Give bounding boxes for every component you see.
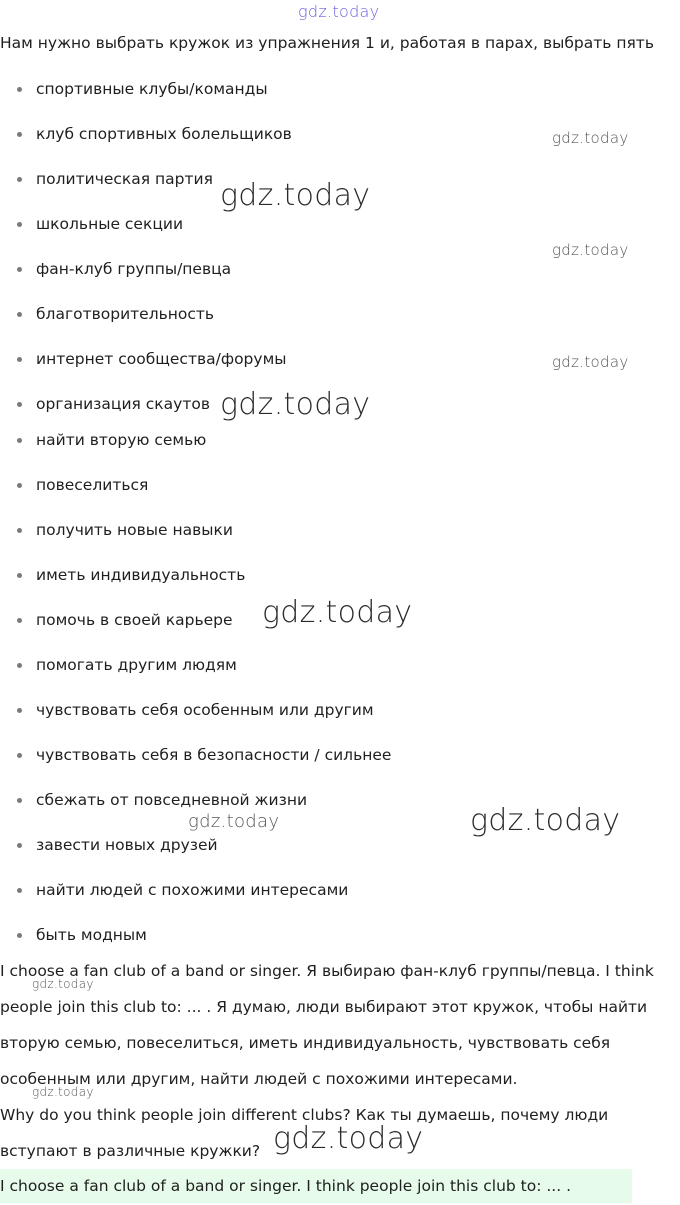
watermark: gdz.today [552, 353, 629, 371]
watermark: gdz.today [32, 1085, 94, 1099]
answer-highlight: I choose a fan club of a band or singer. I think people join this club to: ... . [0, 1169, 632, 1203]
watermark: gdz.today [552, 241, 629, 259]
watermark: gdz.today [470, 803, 621, 838]
watermark: gdz.today [220, 178, 371, 213]
watermark: gdz.today [188, 811, 280, 832]
paragraph-line: people join this club to: ... . Я думаю, люди выбирают этот кружок, чтобы найти [0, 998, 648, 1016]
watermark: gdz.today [220, 387, 371, 422]
paragraph-line: I choose a fan club of a band or singer. Я выбираю фан-клуб группы/певца. I think [0, 962, 654, 980]
watermark: gdz.today [552, 129, 629, 147]
paragraph-line: Why do you think people join different clubs? Как ты думаешь, почему люди [0, 1106, 609, 1124]
intro-text: Нам нужно выбрать кружок из упражнения 1 и, работая в парах, выбрать пять [0, 34, 654, 52]
watermark: gdz.today [32, 977, 94, 991]
paragraph-line: вторую семью, повеселиться, иметь индивидуальность, чувствовать себя [0, 1034, 611, 1052]
paragraph-line: особенным или другим, найти людей с похожими интересами. [0, 1070, 518, 1088]
watermark: gdz.today [262, 595, 413, 630]
watermark-top: gdz.today [298, 2, 380, 21]
watermark: gdz.today [273, 1121, 424, 1156]
paragraph-line: вступают в различные кружки? [0, 1142, 261, 1160]
